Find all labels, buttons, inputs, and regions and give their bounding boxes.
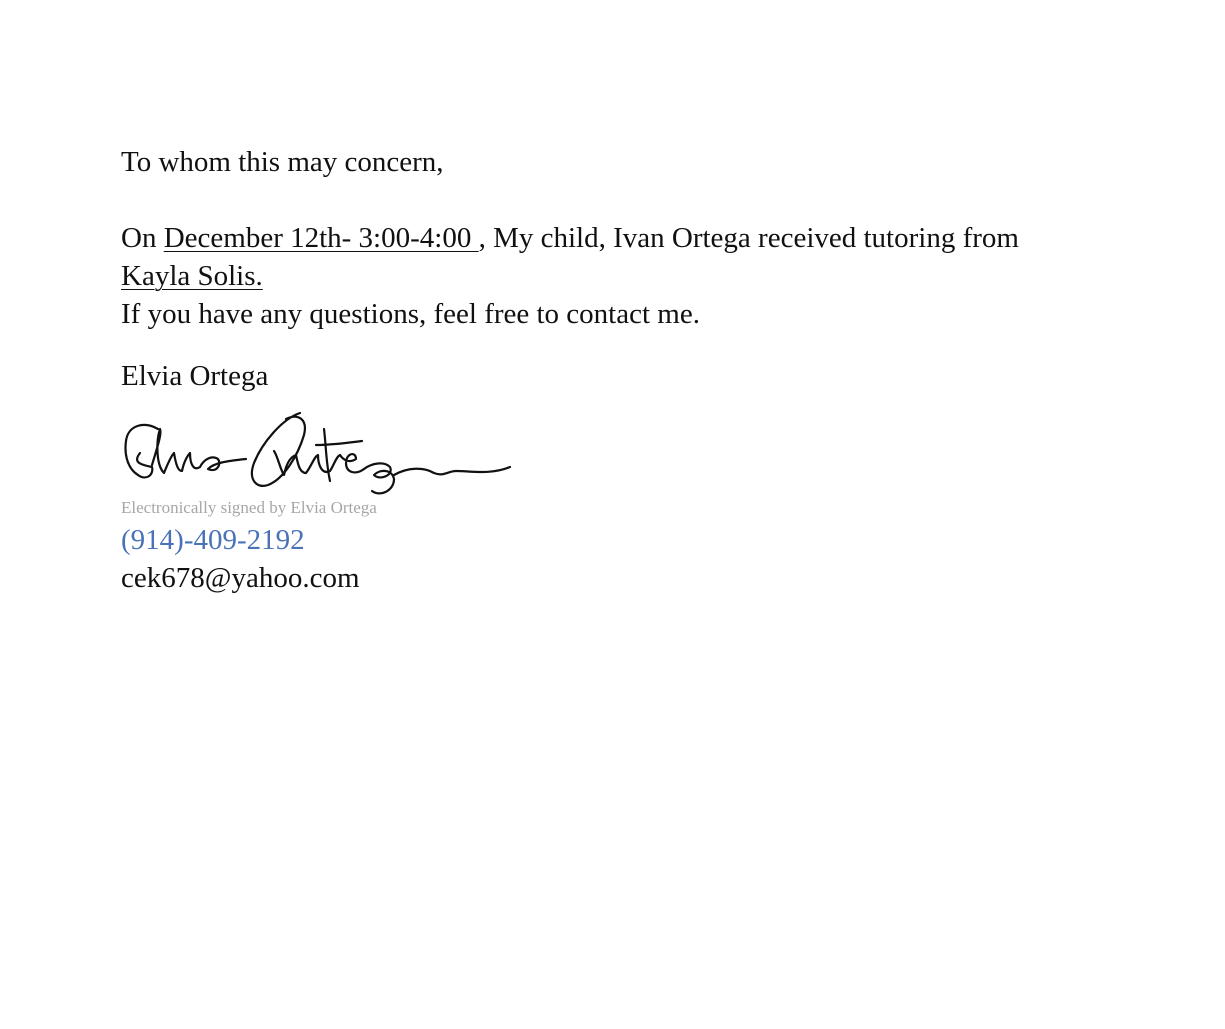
phone-number[interactable]: (914)-409-2192 [121,524,305,556]
closing-line: If you have any questions, feel free to contact me. [121,298,700,330]
email-address: cek678@yahoo.com [121,562,360,594]
electronic-signature-note: Electronically signed by Elvia Ortega [121,498,377,517]
session-date-time: December 12th- 3:00-4:00 [163,222,479,254]
sender-name: Elvia Ortega [121,360,269,392]
handwritten-signature [118,405,518,501]
tutoring-statement [121,219,1181,295]
statement-prefix: On [121,222,164,254]
contact-info [121,521,360,597]
greeting: To whom this may concern, [121,146,444,178]
tutor-name: Kayla Solis. [121,260,263,292]
letter-body [121,143,1181,395]
statement-middle: , My child, Ivan Ortega received tutoring from [478,222,1019,254]
